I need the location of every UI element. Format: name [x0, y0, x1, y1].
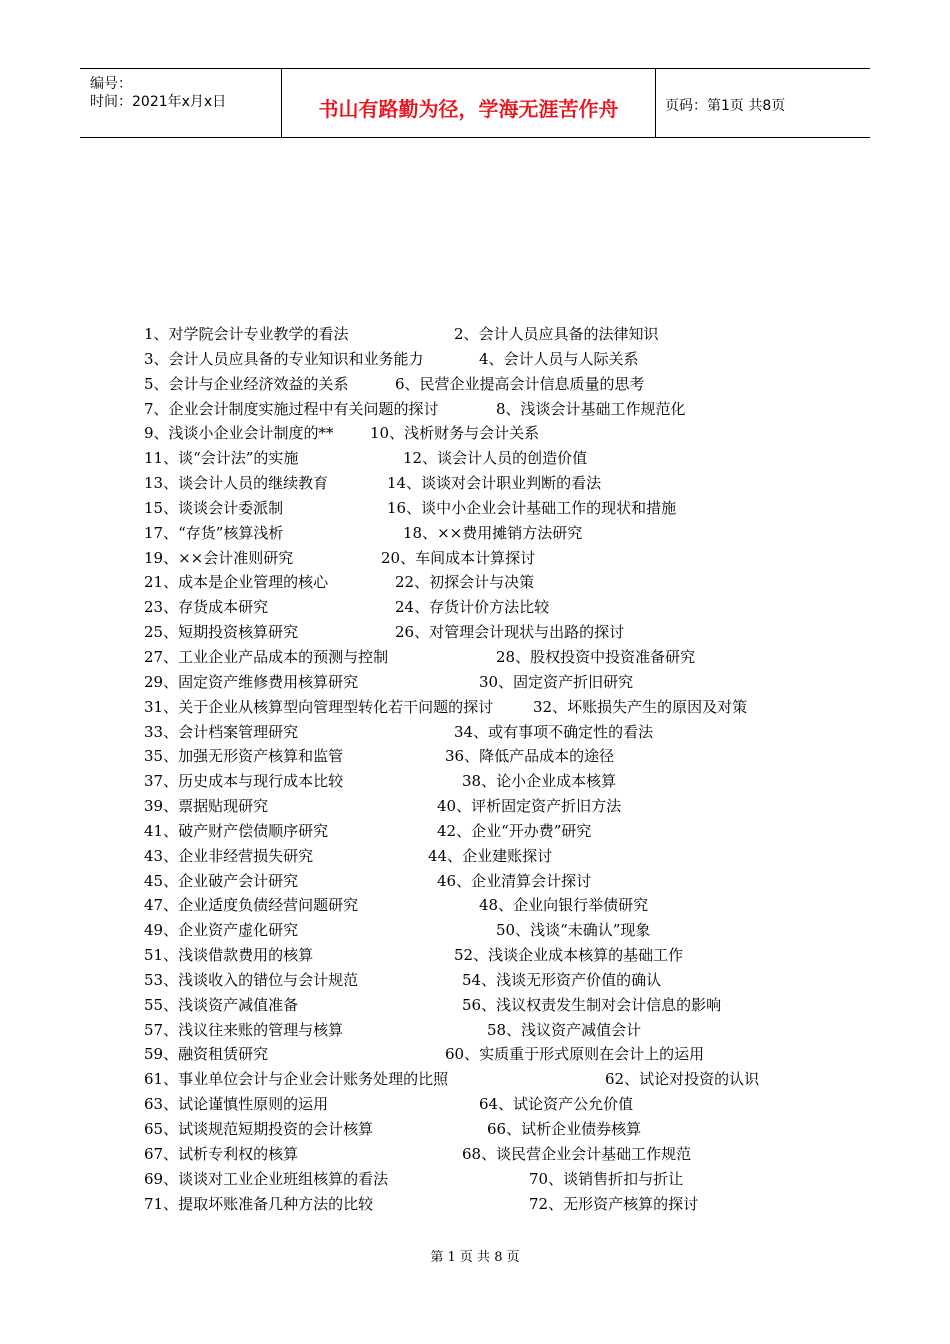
topic-row [144, 744, 864, 769]
page-header [80, 68, 870, 138]
topic-item: 24、存货计价方法比较 [395, 598, 550, 617]
topic-item: 20、车间成本计算探讨 [381, 548, 536, 567]
topic-item: 41、破产财产偿债顺序研究 [144, 821, 329, 840]
topic-item: 72、无形资产核算的探讨 [529, 1194, 699, 1213]
topic-row [144, 1192, 864, 1217]
topic-item: 30、固定资产折旧研究 [479, 672, 634, 691]
topic-item: 8、浅谈会计基础工作规范化 [496, 399, 686, 418]
date-label: 时间：2021年x月x日 [90, 94, 227, 110]
topic-row [144, 421, 864, 446]
topic-list [144, 322, 864, 1216]
topic-item: 53、浅谈收入的错位与会计规范 [144, 970, 359, 989]
topic-item: 49、企业资产虚化研究 [144, 921, 299, 940]
topic-item: 26、对管理会计现状与出路的探讨 [395, 623, 625, 642]
topic-item: 5、会计与企业经济效益的关系 [144, 374, 349, 393]
topic-row [144, 1117, 864, 1142]
topic-item: 68、谈民营企业会计基础工作规范 [462, 1144, 692, 1163]
topic-item: 70、谈销售折扣与折让 [529, 1169, 684, 1188]
topic-row [144, 1067, 864, 1092]
topic-item: 66、试析企业债券核算 [487, 1120, 642, 1138]
topic-item: 67、试析专利权的核算 [144, 1144, 299, 1163]
topic-item: 35、加强无形资产核算和监管 [144, 747, 344, 766]
topic-item: 69、谈谈对工业企业班组核算的看法 [144, 1169, 389, 1188]
topic-item: 38、论小企业成本核算 [462, 772, 617, 791]
topic-item: 22、初探会计与决策 [395, 573, 535, 592]
topic-row [144, 943, 864, 968]
topic-item: 32、坏账损失产生的原因及对策 [533, 697, 748, 716]
topic-row [144, 844, 864, 869]
topic-row [144, 546, 864, 571]
topic-item: 61、事业单位会计与企业会计账务处理的比照 [144, 1070, 449, 1089]
topic-item: 25、短期投资核算研究 [144, 623, 299, 642]
topic-row [144, 471, 864, 496]
topic-row [144, 993, 864, 1018]
topic-item: 59、融资租赁研究 [144, 1045, 269, 1064]
topic-item: 47、企业适度负债经营问题研究 [144, 896, 359, 915]
topic-item: 23、存货成本研究 [144, 598, 269, 617]
topic-item: 55、浅谈资产减值准备 [144, 995, 299, 1014]
topic-row [144, 819, 864, 844]
topic-item: 1、对学院会计专业教学的看法 [144, 325, 349, 343]
topic-row [144, 372, 864, 397]
topic-item: 42、企业“开办费”研究 [437, 821, 592, 840]
topic-item: 6、民营企业提高会计信息质量的思考 [395, 374, 645, 393]
topic-item: 46、企业清算会计探讨 [437, 871, 592, 890]
topic-item: 19、××会计准则研究 [144, 548, 294, 567]
topic-row [144, 695, 864, 720]
page-footer: 第 1 页 共 8 页 [430, 1250, 520, 1265]
topic-row [144, 893, 864, 918]
topic-item: 31、关于企业从核算型向管理型转化若干问题的探讨 [144, 697, 494, 716]
topic-row [144, 794, 864, 819]
topic-row [144, 521, 864, 546]
topic-item: 29、固定资产维修费用核算研究 [144, 672, 359, 691]
topic-item: 2、会计人员应具备的法律知识 [454, 325, 659, 343]
topic-row [144, 496, 864, 521]
topic-row [144, 1167, 864, 1192]
topic-item: 56、浅议权责发生制对会计信息的影响 [462, 995, 722, 1014]
topic-row [144, 769, 864, 794]
topic-item: 58、浅议资产减值会计 [487, 1020, 642, 1039]
topic-item: 11、谈“会计法”的实施 [144, 449, 299, 468]
topic-item: 33、会计档案管理研究 [144, 722, 299, 741]
topic-item: 63、试论谨慎性原则的运用 [144, 1095, 329, 1114]
topic-row [144, 670, 864, 695]
topic-row [144, 322, 864, 347]
header-page-label: 页码：第1页 共8页 [665, 98, 786, 114]
topic-item: 44、企业建账探讨 [428, 846, 553, 865]
topic-item: 64、试论资产公允价值 [479, 1095, 634, 1114]
topic-row [144, 869, 864, 894]
topic-item: 10、浅析财务与会计关系 [370, 424, 540, 443]
topic-item: 54、浅谈无形资产价值的确认 [462, 970, 662, 989]
topic-item: 9、浅谈小企业会计制度的** [144, 424, 334, 443]
topic-item: 13、谈会计人员的继续教育 [144, 474, 329, 493]
topic-item: 28、股权投资中投资准备研究 [496, 647, 696, 666]
topic-item: 12、谈会计人员的创造价值 [403, 449, 588, 468]
topic-item: 39、票据贴现研究 [144, 797, 269, 816]
topic-row [144, 347, 864, 372]
topic-item: 34、或有事项不确定性的看法 [454, 722, 654, 741]
topic-item: 57、浅议往来账的管理与核算 [144, 1020, 344, 1039]
topic-row [144, 1092, 864, 1117]
serial-number-label: 编号： [90, 76, 132, 92]
topic-item: 62、试论对投资的认识 [605, 1070, 760, 1089]
topic-item: 40、评析固定资产折旧方法 [437, 797, 622, 816]
topic-row [144, 595, 864, 620]
topic-row [144, 645, 864, 670]
topic-item: 36、降低产品成本的途径 [445, 747, 615, 766]
topic-item: 18、××费用摊销方法研究 [403, 523, 583, 542]
topic-item: 60、实质重于形式原则在会计上的运用 [445, 1045, 705, 1064]
header-info-cell [80, 69, 282, 137]
topic-item: 14、谈谈对会计职业判断的看法 [387, 474, 602, 493]
topic-row [144, 446, 864, 471]
topic-item: 52、浅谈企业成本核算的基础工作 [454, 946, 684, 965]
topic-item: 15、谈谈会计委派制 [144, 498, 284, 517]
topic-item: 17、“存货”核算浅析 [144, 523, 284, 542]
topic-item: 16、谈中小企业会计基础工作的现状和措施 [387, 498, 677, 517]
topic-item: 4、会计人员与人际关系 [479, 349, 639, 368]
topic-item: 3、会计人员应具备的专业知识和业务能力 [144, 349, 424, 368]
topic-item: 65、试谈规范短期投资的会计核算 [144, 1120, 374, 1138]
header-motto-cell [282, 69, 656, 137]
topic-item: 21、成本是企业管理的核心 [144, 573, 329, 592]
topic-item: 50、浅谈“未确认”现象 [496, 921, 651, 940]
topic-row [144, 397, 864, 422]
topic-row [144, 620, 864, 645]
topic-item: 37、历史成本与现行成本比较 [144, 772, 344, 791]
topic-item: 43、企业非经营损失研究 [144, 846, 314, 865]
topic-row [144, 1142, 864, 1167]
topic-row [144, 1018, 864, 1043]
topic-item: 7、企业会计制度实施过程中有关问题的探讨 [144, 399, 439, 418]
topic-item: 45、企业破产会计研究 [144, 871, 299, 890]
topic-item: 27、工业企业产品成本的预测与控制 [144, 647, 389, 666]
motto-text: 书山有路勤为径，学海无涯苦作舟 [318, 97, 619, 121]
topic-item: 51、浅谈借款费用的核算 [144, 946, 314, 965]
topic-row [144, 720, 864, 745]
topic-item: 48、企业向银行举债研究 [479, 896, 649, 915]
topic-row [144, 918, 864, 943]
topic-row [144, 1042, 864, 1067]
topic-row [144, 968, 864, 993]
topic-row [144, 570, 864, 595]
topic-item: 71、提取坏账准备几种方法的比较 [144, 1194, 374, 1213]
